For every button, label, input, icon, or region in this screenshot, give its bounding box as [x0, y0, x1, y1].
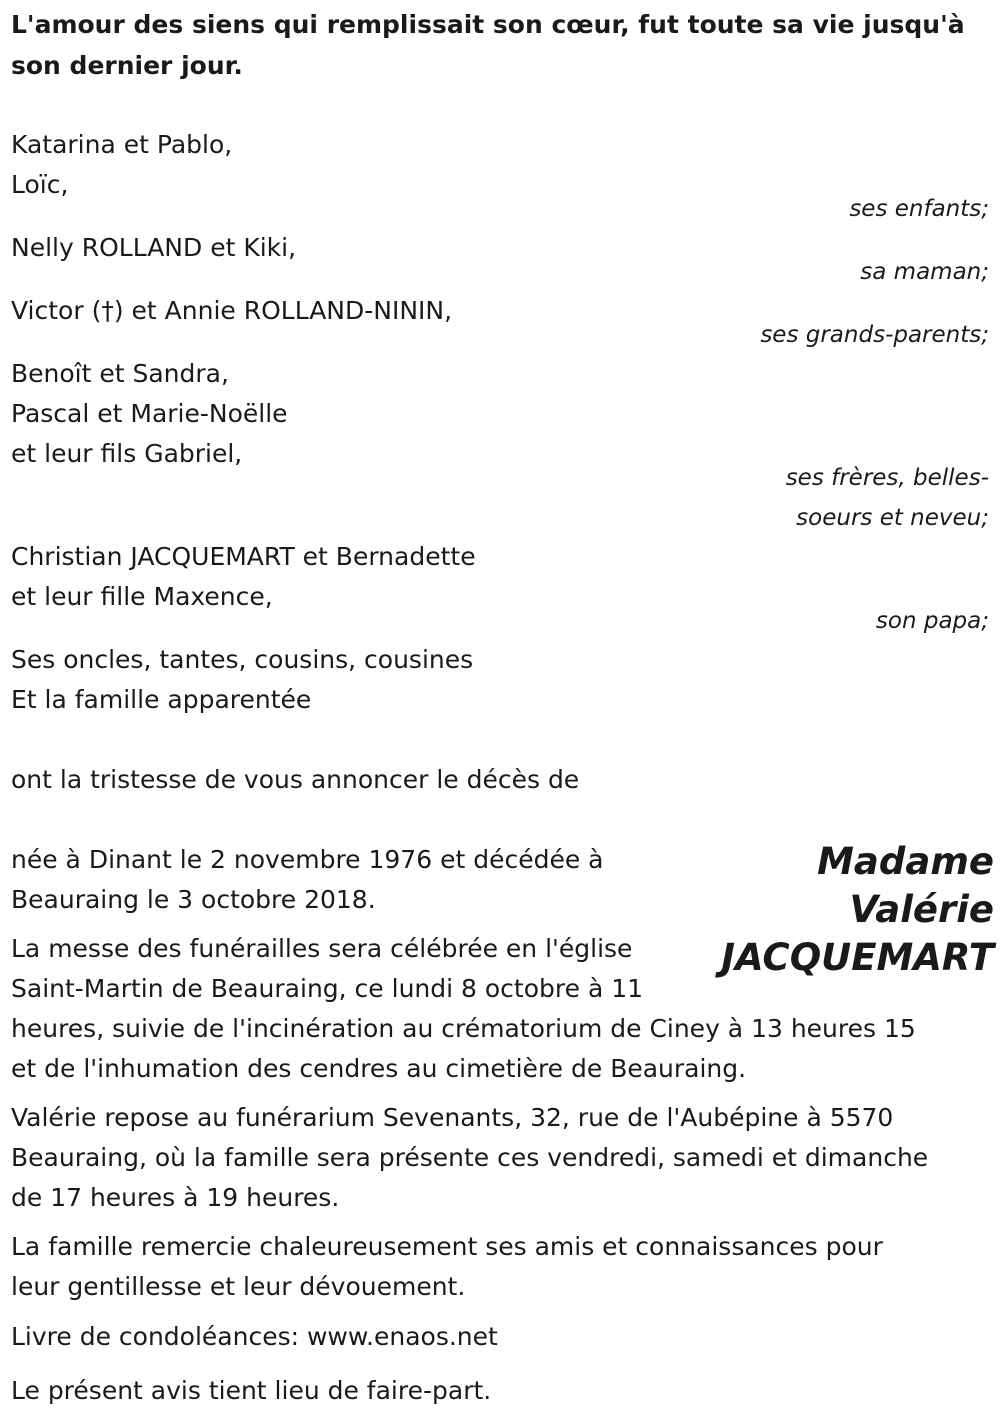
siblings-line-3: et leur fils Gabriel,: [11, 439, 243, 468]
thanks-line-2: leur gentillesse et leur dévouement.: [11, 1272, 466, 1301]
funeral-line-4: et de l'inhumation des cendres au cimetière de Beauraing.: [11, 1054, 747, 1083]
birth-line-2: Beauraing le 3 octobre 2018.: [11, 885, 376, 914]
visitation-line-1: Valérie repose au funérarium Sevenants, 32, rue de l'Aubépine à 5570: [11, 1103, 894, 1132]
father-role: son papa;: [875, 608, 989, 634]
condolences-line: Livre de condoléances: www.enaos.net: [11, 1322, 498, 1351]
deceased-last-name: JACQUEMART: [721, 936, 994, 979]
announcement: ont la tristesse de vous annoncer le décès de: [11, 765, 580, 794]
children-role: ses enfants;: [849, 196, 989, 222]
grandparents-role: ses grands-parents;: [760, 322, 989, 348]
visitation-line-3: de 17 heures à 19 heures.: [11, 1183, 340, 1212]
birth-line-1: née à Dinant le 2 novembre 1976 et décédée à: [11, 845, 604, 874]
epitaph-line-1: L'amour des siens qui remplissait son cœur, fut toute sa vie jusqu'à: [11, 10, 965, 39]
mother-line: Nelly ROLLAND et Kiki,: [11, 233, 297, 262]
others-line-1: Ses oncles, tantes, cousins, cousines: [11, 645, 474, 674]
deceased-title: Madame: [817, 840, 994, 883]
grandparents-line: Victor (†) et Annie ROLLAND-NININ,: [11, 296, 453, 325]
children-line-1: Katarina et Pablo,: [11, 130, 233, 159]
funeral-line-3: heures, suivie de l'incinération au crématorium de Ciney à 13 heures 15: [11, 1014, 916, 1043]
notice-line: Le présent avis tient lieu de faire-part.: [11, 1376, 492, 1405]
siblings-line-2: Pascal et Marie-Noëlle: [11, 399, 288, 428]
funeral-line-1: La messe des funérailles sera célébrée en l'église: [11, 934, 633, 963]
siblings-role-1: ses frères, belles-: [785, 465, 989, 491]
siblings-line-1: Benoît et Sandra,: [11, 359, 229, 388]
deceased-first-name: Valérie: [849, 888, 994, 931]
others-line-2: Et la famille apparentée: [11, 685, 312, 714]
visitation-line-2: Beauraing, où la famille sera présente ces vendredi, samedi et dimanche: [11, 1143, 929, 1172]
mother-role: sa maman;: [860, 259, 989, 285]
funeral-line-2: Saint-Martin de Beauraing, ce lundi 8 octobre à 11: [11, 974, 644, 1003]
deceased-name: [721, 838, 994, 982]
children-line-2: Loïc,: [11, 170, 69, 199]
siblings-role-2: soeurs et neveu;: [796, 505, 989, 531]
father-line-2: et leur fille Maxence,: [11, 582, 273, 611]
father-line-1: Christian JACQUEMART et Bernadette: [11, 542, 476, 571]
epitaph-line-2: son dernier jour.: [11, 51, 243, 80]
thanks-line-1: La famille remercie chaleureusement ses amis et connaissances pour: [11, 1232, 883, 1261]
